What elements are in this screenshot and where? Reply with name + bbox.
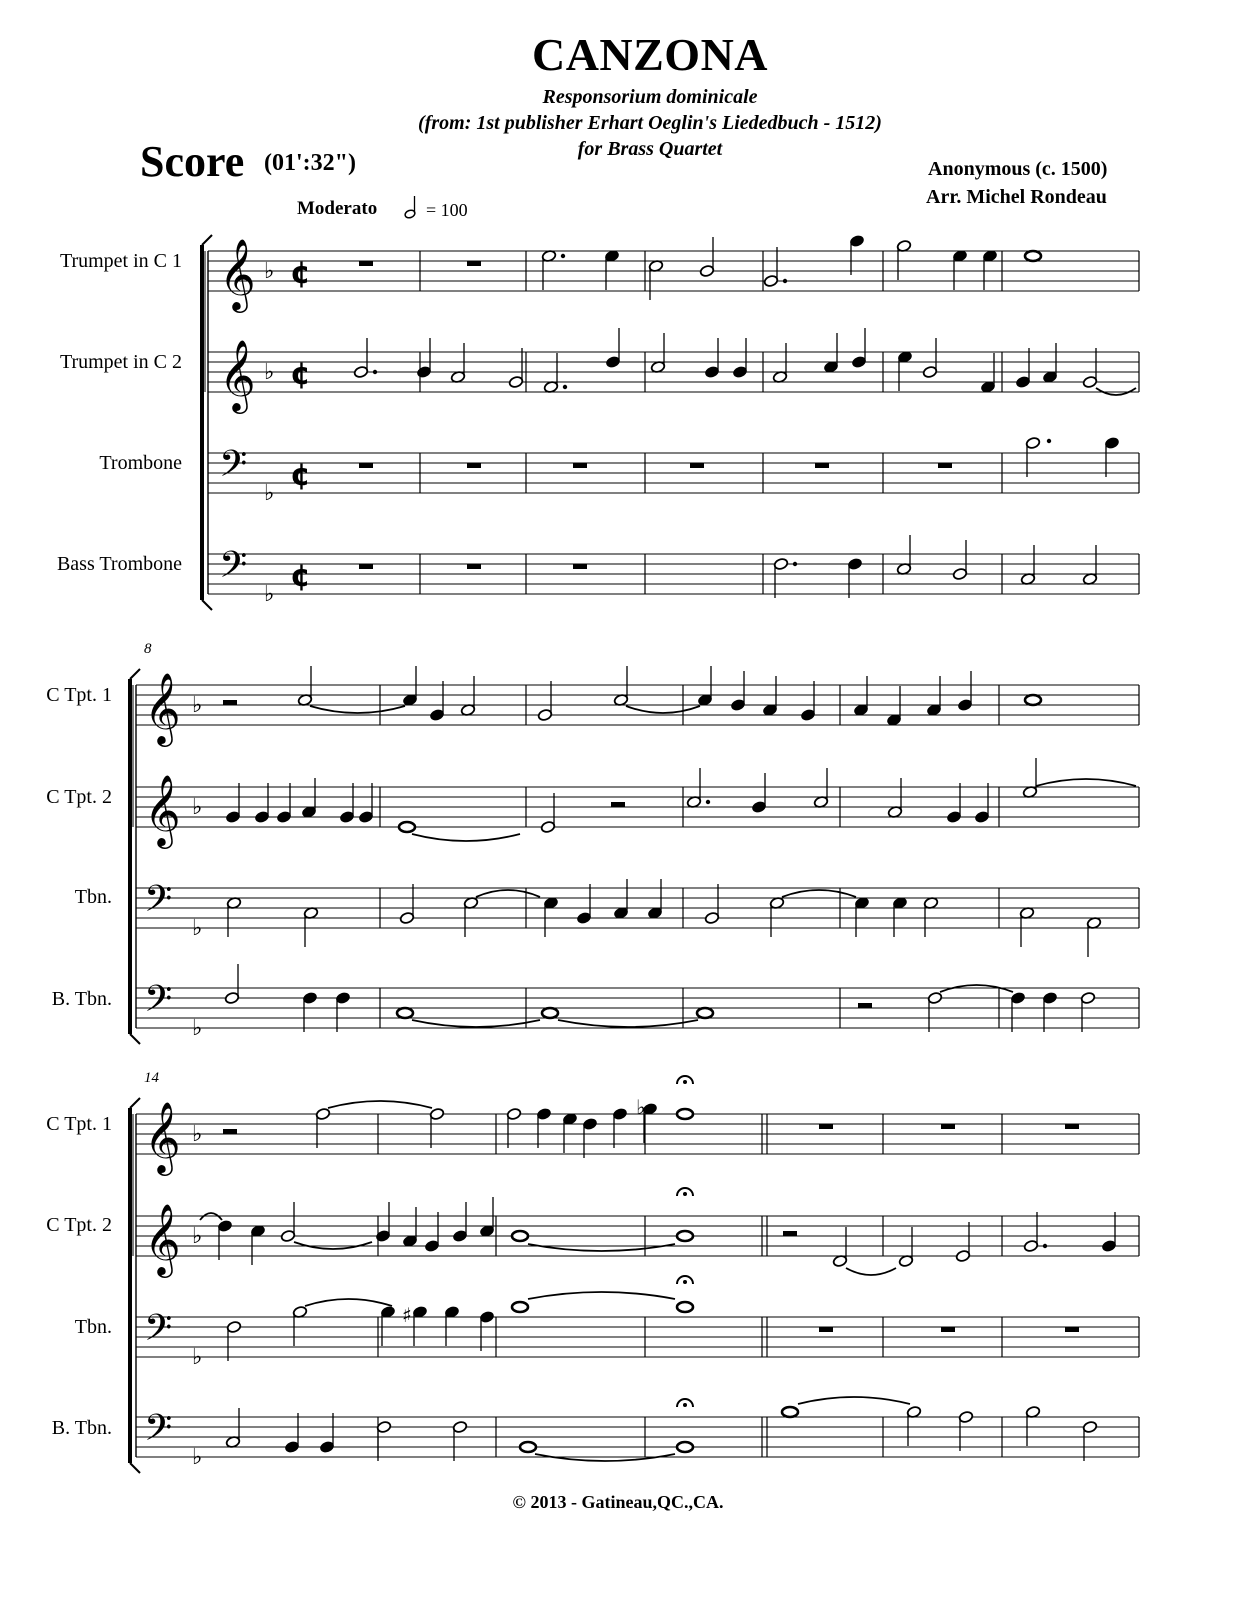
tie <box>310 706 405 713</box>
cut-time-signature: ¢ <box>290 559 311 594</box>
instrument-label-bass-trombone: Bass Trombone <box>56 553 182 575</box>
bracket-hook-top <box>130 669 140 679</box>
measure-number-8: 8 <box>144 641 152 657</box>
arranger-credit: Arr. Michel Rondeau <box>926 186 1107 208</box>
half-rest <box>223 1129 237 1134</box>
augmentation-dot <box>563 385 567 389</box>
tie <box>412 1020 540 1027</box>
flat-key-signature: ♭ <box>192 1016 203 1041</box>
whole-note <box>512 1302 528 1312</box>
tempo-value: = 100 <box>426 200 468 220</box>
tie <box>328 1101 432 1108</box>
short-label-trumpet-2: C Tpt. 2 <box>46 786 112 808</box>
cut-time-signature: ¢ <box>290 256 311 291</box>
whole-note <box>1025 251 1041 261</box>
augmentation-dot <box>783 279 787 283</box>
whole-note <box>677 1231 693 1241</box>
tie <box>1036 779 1136 786</box>
treble-clef-icon: 𝄞 <box>144 1100 181 1173</box>
system-bracket <box>128 1108 132 1463</box>
cut-time-signature: ¢ <box>290 357 311 392</box>
fermata-dot <box>683 1280 687 1284</box>
instrument-label-trumpet-2: Trumpet in C 2 <box>59 351 182 373</box>
flat-key-signature: ♭ <box>264 360 275 385</box>
system-bracket <box>200 245 204 600</box>
whole-note <box>397 1008 413 1018</box>
tie <box>528 1244 675 1251</box>
short-label-trumpet-1: C Tpt. 1 <box>46 684 112 706</box>
whole-rest <box>573 463 587 468</box>
subtitle-line-3: for Brass Quartet <box>577 138 723 160</box>
whole-rest <box>467 463 481 468</box>
whole-rest <box>819 1327 833 1332</box>
whole-rest <box>1065 1124 1079 1129</box>
whole-rest <box>1065 1327 1079 1332</box>
whole-note <box>677 1442 693 1452</box>
tie <box>558 1020 698 1027</box>
bracket-hook-top <box>130 1098 140 1108</box>
whole-rest <box>938 463 952 468</box>
sharp-accidental: ♯ <box>402 1303 412 1327</box>
whole-rest <box>819 1124 833 1129</box>
tie <box>782 890 856 897</box>
bass-clef-icon: 𝄢 <box>144 1407 173 1458</box>
augmentation-dot <box>373 370 377 374</box>
short-label-bass-trombone-sys3: B. Tbn. <box>51 1417 112 1439</box>
whole-rest <box>815 463 829 468</box>
whole-rest <box>467 564 481 569</box>
treble-clef-icon: 𝄞 <box>219 237 256 310</box>
flat-key-signature: ♭ <box>192 1445 203 1470</box>
short-label-trumpet-1-sys3: C Tpt. 1 <box>46 1113 112 1135</box>
bass-clef-icon: 𝄢 <box>219 443 248 494</box>
whole-rest <box>359 564 373 569</box>
flat-key-signature: ♭ <box>264 259 275 284</box>
system-bracket <box>128 679 132 1034</box>
copyright-footer: © 2013 - Gatineau,QC.,CA. <box>512 1492 724 1512</box>
fermata-dot <box>683 1192 687 1196</box>
whole-note <box>512 1231 528 1241</box>
composer-credit: Anonymous (c. 1500) <box>928 158 1108 180</box>
whole-rest <box>359 261 373 266</box>
flat-key-signature: ♭ <box>192 693 203 718</box>
flat-key-signature: ♭ <box>264 481 275 506</box>
score-label: Score <box>140 137 245 186</box>
bass-clef-icon: 𝄢 <box>219 544 248 595</box>
augmentation-dot <box>706 800 710 804</box>
flat-accidental: ♭ <box>636 1095 646 1119</box>
half-rest <box>223 700 237 705</box>
flat-key-signature: ♭ <box>192 1224 203 1249</box>
fermata-dot <box>683 1403 687 1407</box>
half-rest <box>611 802 625 807</box>
bracket-hook-top <box>202 235 212 245</box>
tie <box>305 1299 392 1306</box>
measure-number-14: 14 <box>144 1070 159 1086</box>
tie <box>798 1397 910 1404</box>
flat-key-signature: ♭ <box>192 916 203 941</box>
short-label-trombone-sys3: Tbn. <box>74 1316 112 1338</box>
whole-rest <box>941 1327 955 1332</box>
tie <box>412 834 520 841</box>
whole-note <box>677 1302 693 1312</box>
whole-rest <box>359 463 373 468</box>
treble-clef-icon: 𝄞 <box>219 338 256 411</box>
augmentation-dot <box>561 254 565 258</box>
half-rest <box>783 1231 797 1236</box>
bass-clef-icon: 𝄢 <box>144 878 173 929</box>
instrument-label-trombone: Trombone <box>99 452 182 474</box>
whole-note <box>542 1008 558 1018</box>
duration-label: (01':32") <box>264 150 356 176</box>
whole-rest <box>573 564 587 569</box>
augmentation-dot <box>1043 1244 1047 1248</box>
short-label-trumpet-2-sys3: C Tpt. 2 <box>46 1214 112 1236</box>
whole-note <box>1025 695 1041 705</box>
whole-rest <box>941 1124 955 1129</box>
half-rest <box>858 1003 872 1008</box>
whole-note <box>399 822 415 832</box>
subtitle-line-2: (from: 1st publisher Erhart Oeglin's Liededbuch - 1512) <box>418 112 882 134</box>
short-label-bass-trombone: B. Tbn. <box>51 988 112 1010</box>
cut-time-signature: ¢ <box>290 458 311 493</box>
instrument-label-trumpet-1: Trumpet in C 1 <box>59 250 182 272</box>
tie <box>476 890 540 897</box>
tie <box>626 706 700 713</box>
bass-clef-icon: 𝄢 <box>144 1307 173 1358</box>
tie <box>528 1292 675 1299</box>
flat-key-signature: ♭ <box>192 795 203 820</box>
whole-rest <box>690 463 704 468</box>
whole-note <box>520 1442 536 1452</box>
tie <box>846 1268 896 1275</box>
flat-key-signature: ♭ <box>192 1345 203 1370</box>
whole-note <box>697 1008 713 1018</box>
augmentation-dot <box>793 562 797 566</box>
flat-key-signature: ♭ <box>264 582 275 607</box>
short-label-trombone: Tbn. <box>74 886 112 908</box>
whole-note <box>782 1407 798 1417</box>
bracket-hook-bottom <box>130 1034 140 1044</box>
bass-clef-icon: 𝄢 <box>144 978 173 1029</box>
treble-clef-icon: 𝄞 <box>144 671 181 744</box>
subtitle-line-1: Responsorium dominicale <box>542 86 758 108</box>
whole-rest <box>467 261 481 266</box>
fermata-dot <box>683 1080 687 1084</box>
tempo-marking: Moderato <box>297 198 378 219</box>
augmentation-dot <box>1047 439 1051 443</box>
bracket-hook-bottom <box>202 600 212 610</box>
flat-key-signature: ♭ <box>192 1122 203 1147</box>
bracket-hook-bottom <box>130 1463 140 1473</box>
treble-clef-icon: 𝄞 <box>144 1202 181 1275</box>
whole-note <box>677 1109 693 1119</box>
treble-clef-icon: 𝄞 <box>144 773 181 846</box>
score-title: CANZONA <box>531 29 769 80</box>
